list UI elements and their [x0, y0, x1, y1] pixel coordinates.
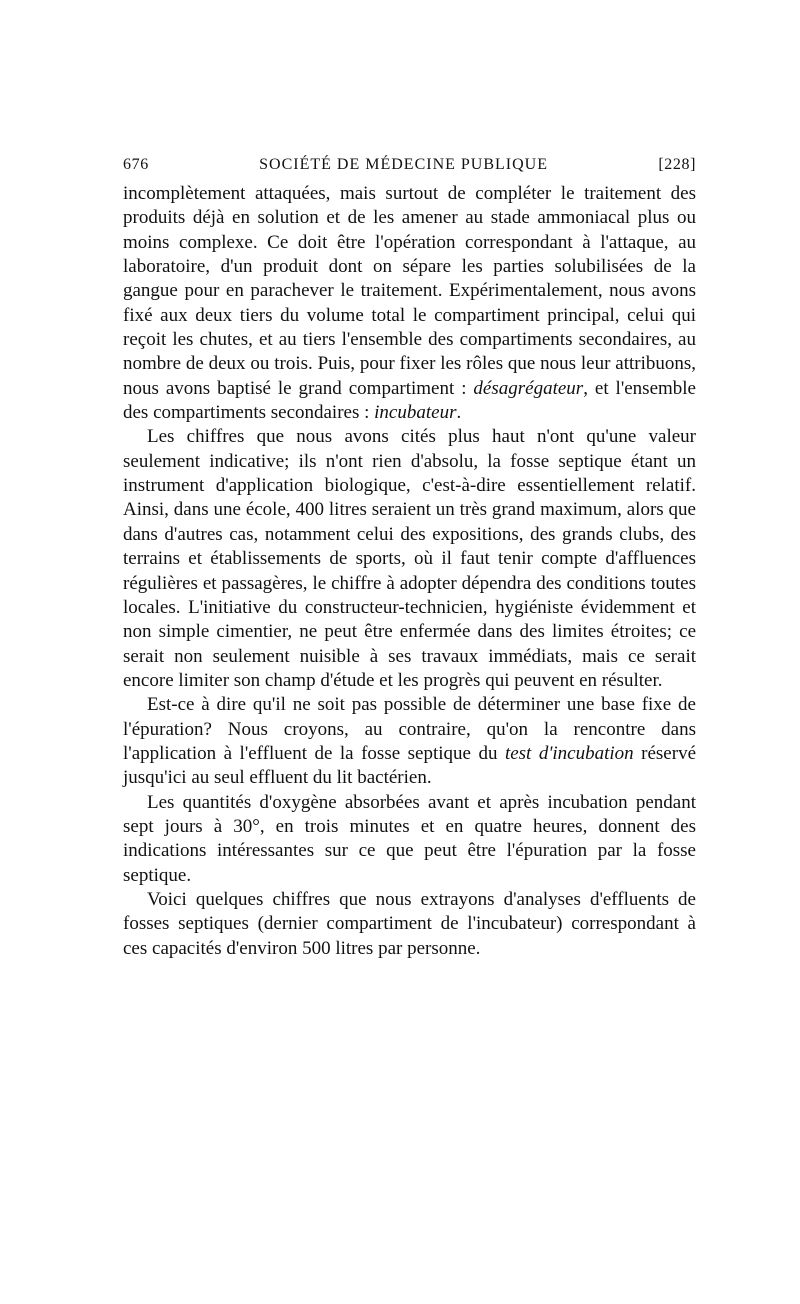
- document-page: [123, 156, 696, 961]
- paragraph: [123, 182, 696, 425]
- page-number: 676: [123, 156, 149, 173]
- paragraph: [123, 693, 696, 790]
- body-text: [123, 182, 696, 961]
- text-run: Les chiffres que nous avons cités plus haut n'ont qu'une valeur seulement indicative; ils n'ont rien d'absolu, la fosse septique étant un instrument d'application biologique, c'est-à-dire essentiellement relatif. Ainsi, dans une école, 400 litres seraient un très grand maximum, alors que dans d'autres cas, notamment celui des expositions, des grands clubs, des terrains et établissements de sports, où il faut tenir compte d'affluences régulières et passagères, le chiffre à adopter dépendra des conditions toutes locales. L'initiative du constructeur-technicien, hygiéniste évidemment et non simple cimentier, ne peut être enfermée dans des limites étroites; ce serait non seulement nuisible à ses travaux immédiats, mais ce serait encore limiter son champ d'étude et les progrès qui peuvent en résulter.: [123, 426, 696, 691]
- italic-term: incubateur: [374, 402, 457, 424]
- paragraph: [123, 791, 696, 888]
- paragraph: [123, 425, 696, 693]
- paragraph: [123, 888, 696, 961]
- text-run: Est-ce à dire qu'il ne soit pas possible de déterminer une base fixe de l'épuration? Nous croyons, au contraire, qu'on la rencontre dans l'application à l'effluent de la fosse septique du: [123, 694, 696, 764]
- text-run: Les quantités d'oxygène absorbées avant et après incubation pendant sept jours à 30°, en trois minutes et en quatre heures, donnent des indications intéressantes sur ce que peut être l'épuration par la fosse septique.: [123, 791, 696, 886]
- text-run: , et l'ensemble des compartiments secondaires :: [123, 377, 696, 424]
- bracket-page-number: [228]: [658, 156, 696, 173]
- italic-term: désagrégateur: [473, 377, 584, 399]
- italic-term: test d'incubation: [504, 742, 634, 764]
- text-run: incomplètement attaquées, mais surtout de compléter le traitement des produits déjà en solution et de les amener au stade ammoniacal plus ou moins complexe. Ce doit être l'opération correspondant à l'attaque, au laboratoire, d'un produit dont on sépare les parties solubilisées de la gangue pour en parachever le traitement. Expérimentalement, nous avons fixé aux deux tiers du volume total le compartiment principal, celui qui reçoit les chutes, et au tiers l'ensemble des compartiments secondaires, au nombre de deux ou trois. Puis, pour fixer les rôles que nous leur attribuons, nous avons baptisé le grand compartiment :: [123, 183, 696, 399]
- text-run: Voici quelques chiffres que nous extrayons d'analyses d'effluents de fosses septiques (dernier compartiment de l'incubateur) correspondant à ces capacités d'environ 500 litres par personne.: [123, 888, 696, 959]
- text-run: .: [456, 402, 462, 424]
- text-run: réservé jusqu'ici au seul effluent du lit bactérien.: [123, 742, 696, 789]
- running-header: [123, 156, 696, 174]
- journal-title: SOCIÉTÉ DE MÉDECINE PUBLIQUE: [259, 156, 549, 173]
